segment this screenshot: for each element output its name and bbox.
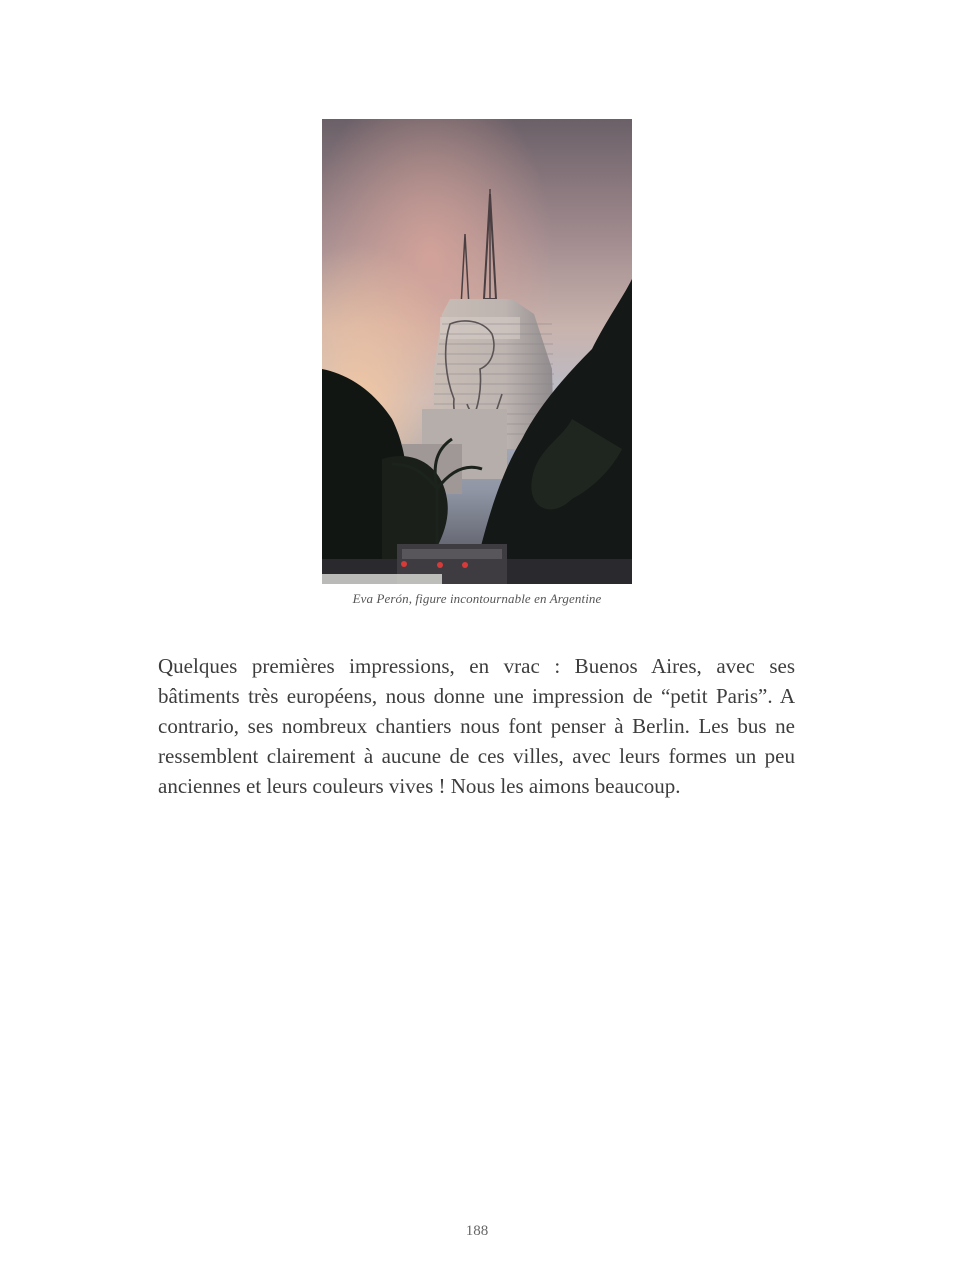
- figure-caption: Eva Perón, figure incontournable en Argentine: [352, 591, 602, 606]
- photo-eva-peron-building: [322, 119, 632, 584]
- body-paragraph: Quelques premières impressions, en vrac : Buenos Aires, avec ses bâtiments très européens, nous donne une impression de “petit Paris”. A contrario, ses nombreux chantiers nous font penser à Berlin. Les bus ne ressemblent clairement à aucune de ces villes, avec leurs formes un peu anciennes et leurs couleurs vives ! Nous les aimons beaucoup.: [158, 654, 795, 798]
- page-number: 188: [465, 1223, 489, 1239]
